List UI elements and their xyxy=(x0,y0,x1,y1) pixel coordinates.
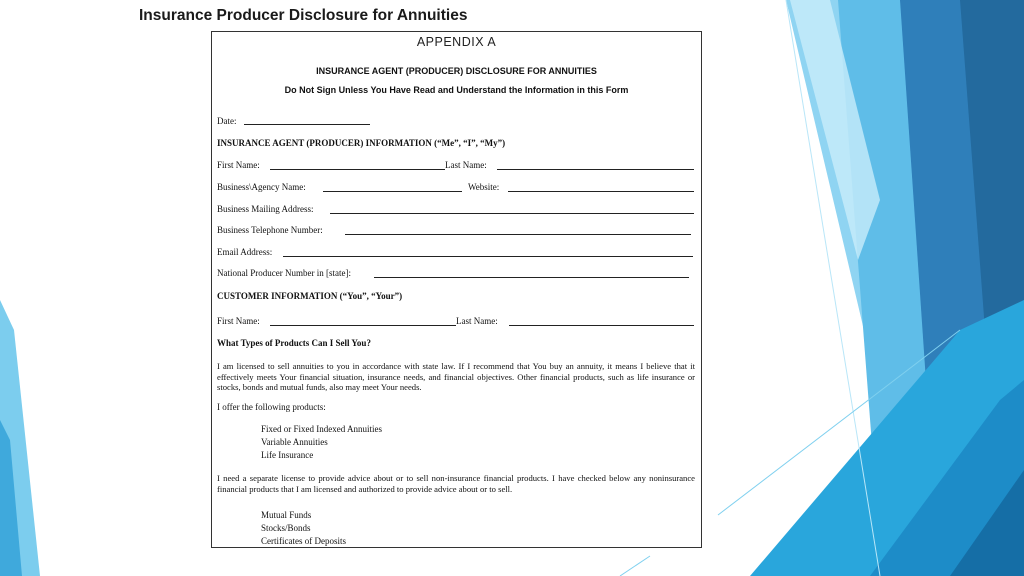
disclosure-form xyxy=(211,31,702,548)
email-label: Email Address: xyxy=(217,247,273,257)
agent-last-name-label: Last Name: xyxy=(445,160,487,170)
noninsurance-product-item: Mutual Funds xyxy=(261,510,312,520)
license-paragraph: I am licensed to sell annuities to you in accordance with state law. If I recommend that You buy an annuity, it means I believe that it effectively meets Your financial situation, insurance needs, and financial objectives. Other financial products, such as life insurance or stocks, bonds and mutual funds, also may meet Your needs. xyxy=(217,361,695,393)
customer-last-name-field[interactable] xyxy=(509,325,694,326)
business-agency-field[interactable] xyxy=(323,191,462,192)
offered-product-item: Fixed or Fixed Indexed Annuities xyxy=(261,424,382,434)
appendix-label: APPENDIX A xyxy=(416,35,497,49)
form-heading: INSURANCE AGENT (PRODUCER) DISCLOSURE FOR ANNUITIES xyxy=(316,66,597,76)
website-field[interactable] xyxy=(508,191,694,192)
npn-field[interactable] xyxy=(374,277,689,278)
telephone-field[interactable] xyxy=(345,234,691,235)
agent-first-name-label: First Name: xyxy=(217,160,260,170)
offered-product-item: Life Insurance xyxy=(261,450,314,460)
date-label: Date: xyxy=(217,116,237,126)
business-agency-label: Business\Agency Name: xyxy=(217,182,306,192)
products-question: What Types of Products Can I Sell You? xyxy=(217,338,371,348)
agent-first-name-field[interactable] xyxy=(270,169,445,170)
email-field[interactable] xyxy=(283,256,693,257)
slide-title: Insurance Producer Disclosure for Annuities xyxy=(139,7,468,24)
customer-first-name-field[interactable] xyxy=(270,325,456,326)
agent-last-name-field[interactable] xyxy=(497,169,694,170)
noninsurance-product-item: Stocks/Bonds xyxy=(261,523,311,533)
npn-label: National Producer Number in [state]: xyxy=(217,268,351,278)
customer-last-name-label: Last Name: xyxy=(456,316,498,326)
offer-intro: I offer the following products: xyxy=(217,402,326,412)
telephone-label: Business Telephone Number: xyxy=(217,225,323,235)
noninsurance-product-item: Certificates of Deposits xyxy=(261,536,346,546)
form-subheading: Do Not Sign Unless You Have Read and Understand the Information in this Form xyxy=(284,85,629,95)
date-field[interactable] xyxy=(244,124,370,125)
agent-section-title: INSURANCE AGENT (PRODUCER) INFORMATION (“Me”, “I”, “My”) xyxy=(217,138,506,148)
offered-product-item: Variable Annuities xyxy=(261,437,328,447)
customer-section-title: CUSTOMER INFORMATION (“You”, “Your”) xyxy=(217,291,403,301)
website-label: Website: xyxy=(468,182,500,192)
mailing-address-field[interactable] xyxy=(330,213,694,214)
customer-first-name-label: First Name: xyxy=(217,316,260,326)
mailing-address-label: Business Mailing Address: xyxy=(217,204,314,214)
separate-license-paragraph: I need a separate license to provide advice about or to sell non-insurance financial products. I have checked below any noninsurance financial products that I am licensed and authorized to provide advice about or to sell. xyxy=(217,473,695,494)
